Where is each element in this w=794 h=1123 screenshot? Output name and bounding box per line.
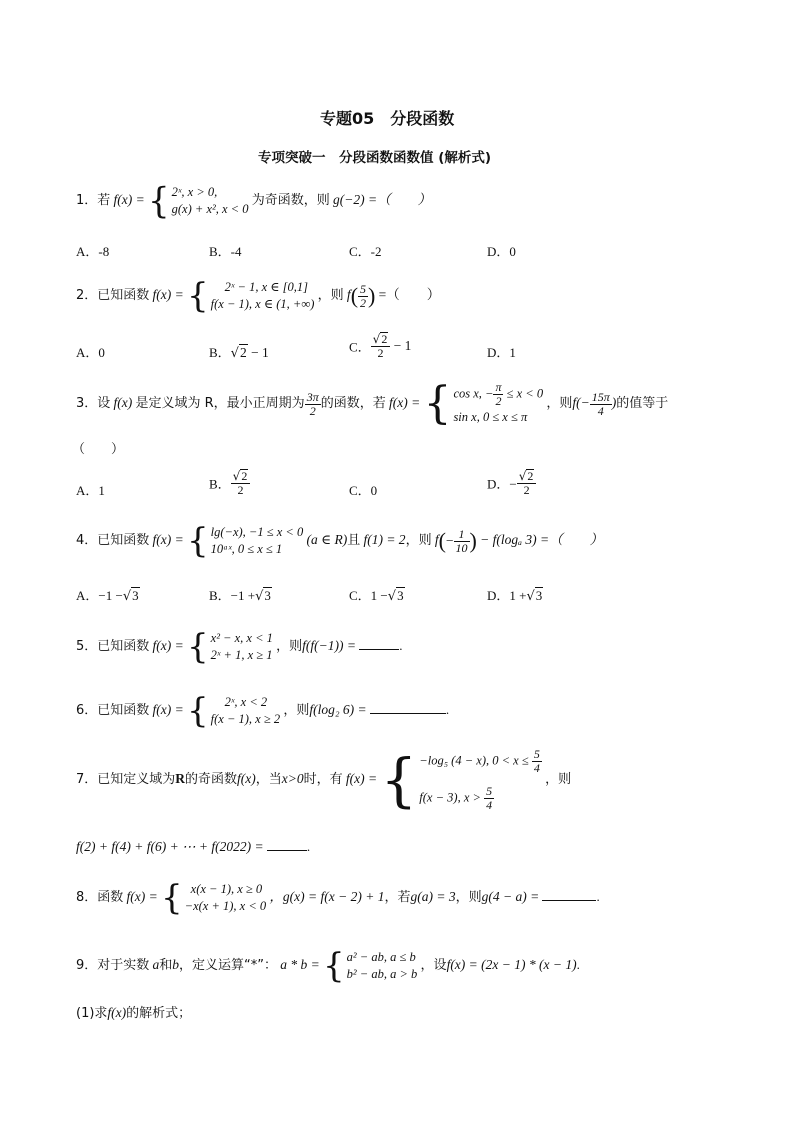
q1-option-b: B．-4 [209,244,242,259]
q3-fx-2: f(x) = [388,394,421,410]
q3-fx-1: f(x) [113,394,133,410]
q2-fraction: $\frac{5}{2}$ [360,281,367,310]
q9-subquestion-1: (1)求f(x)的解析式； [76,1005,192,1021]
q3-then: ，则 [546,395,573,411]
q4-piecewise: { lg(−x), −1 ≤ x < 0 10ᵃˣ, 0 ≤ x ≤ 1 [187,521,304,561]
q4-option-b: B．−1 +√3 [209,588,271,604]
q7-sum-expr: f(2) + f(4) + f(6) + ⋯ + f(2022) = [76,839,264,854]
q3-text-1: 是定义域为 R，最小正周期为 [135,395,305,411]
question-1 [76,180,432,222]
q8-answer-blank[interactable] [542,888,596,901]
q5-answer-blank[interactable] [359,637,399,650]
page-title: 专题05 分段函数 [320,109,455,128]
q3-piecewise: { cos x, − $\frac{\pi}{2}$ ≤ x < 0 sin x, 0 ≤ x ≤ π [423,378,544,429]
q9-piecewise: { a² − ab, a ≤ b b² − ab, a > b [323,946,418,986]
question-9: 9．对于实数 a和b，定义运算“*”： a * b = { a² − ab, a ≤ b b² − ab, a > b ，设f(x) = (2x − 1) * (x − 1). [76,946,580,986]
q3-paren: （ ） [72,442,125,457]
q4-option-d: D．1 +√3 [487,588,543,604]
question-3: 3．设 f(x) 是定义域为 R，最小正周期为 $\frac{3\pi}{2}$ 的函数，若 f(x) = { cos x, − $\frac{\pi}{2}$ ≤ x < 0 sin x, 0 ≤ x ≤ π ，则f(− $\frac{15\pi}{4}$ )的值等于 [76,378,669,429]
q3-text-3: 的值等于 [616,395,669,411]
section-subtitle: 专项突破一 分段函数函数值 (解析式) [258,150,492,166]
question-4: 4．已知函数 f(x) = { lg(−x), −1 ≤ x < 0 10ᵃˣ, 0 ≤ x ≤ 1 (a ∈ R)且 f(1) = 2，则 f(− $\frac{1}{10}$ ) − f(logₐ 3) =（ ） [76,521,604,561]
q7-case-1: −log₅ (4 − x), 0 < x ≤ $\frac{5}{4}$ [419,747,540,775]
q3-period-fraction: $\frac{3\pi}{2}$ [306,389,319,418]
question-6: 6．已知函数 f(x) = { 2ˣ, x < 2 f(x − 1), x ≥ 2 ，则f(log₂ 6) = . [76,691,450,731]
q7-case-2: f(x − 3), x > $\frac{5}{4}$ [419,784,493,812]
q2-fx: f(x) = [152,286,184,302]
q6-answer-blank[interactable] [370,701,446,714]
q4-option-a: A．−1 −√3 [76,588,139,604]
q4-condition: (a ∈ R) [306,531,348,547]
q4-tail: − f(logₐ 3) =（ ） [480,531,604,547]
q2-option-a: A．0 [76,345,105,360]
q7-piecewise: { −log₅ (4 − x), 0 < x ≤ $\frac{5}{4}$ f(x − 3), x > $\frac{5}{4}$ [380,746,540,814]
q9-f-def: f(x) = (2x − 1) * (x − 1) [446,956,577,972]
q3-case-2: sin x, 0 ≤ x ≤ π [453,410,528,424]
question-2: 2．已知函数 f(x) = { 2ˣ − 1, x ∈ [0,1] f(x − 1), x ∈ (1, +∞) ，则 f( $\frac{5}{2}$ ) =（ ） [76,276,441,316]
q5-piecewise: { x² − x, x < 1 2ˣ + 1, x ≥ 1 [187,627,273,667]
q4-case-2: 10ᵃˣ, 0 ≤ x ≤ 1 [210,542,283,556]
q6-number: 6．已知函数 [76,702,150,718]
q3-option-c: C．0 [349,483,378,498]
q2-then: ，则 [317,287,344,303]
question-8: 8．函数 f(x) = { x(x − 1), x ≥ 0 −x(x + 1), x < 0 ，g(x) = f(x − 2) + 1，若g(a) = 3，则g(4 − a) = . [76,878,600,918]
q2-option-b: B．√2 − 1 [209,345,269,361]
q7-line-2: f(2) + f(4) + f(6) + ⋯ + f(2022) = . [76,839,311,854]
q3-option-d: D．− $\frac{√2}{2}$ [487,469,536,497]
q1-option-c: C．-2 [349,244,382,259]
q1-case-1: 2ˣ, x > 0, [171,185,218,199]
q4-option-c: C．1 −√3 [349,588,404,604]
q2-number: 2．已知函数 [76,287,150,303]
q3-case-1: cos x, − $\frac{\pi}{2}$ ≤ x < 0 [453,380,544,408]
q3-option-a: A．1 [76,483,105,498]
q3-text-2: 的函数，若 [320,395,386,411]
question-5: 5．已知函数 f(x) = { x² − x, x < 1 2ˣ + 1, x ≥ 1 ，则f(f(−1)) = . [76,627,403,667]
q2-case-1: 2ˣ − 1, x ∈ [0,1] [224,280,309,294]
q1-option-d: D．0 [487,244,516,259]
q1-option-a: A．-8 [76,244,110,259]
q4-fx: f(x) = [152,531,184,547]
q6-expr: f(log₂ 6) = [309,701,367,717]
q8-piecewise: { x(x − 1), x ≥ 0 −x(x + 1), x < 0 [161,878,267,918]
q7-number: 7．已知定义域为 [76,771,176,787]
q9-case-1: a² − ab, a ≤ b [346,950,416,964]
q4-fraction: $\frac{1}{10}$ [455,526,468,555]
q8-number: 8．函数 [76,889,124,905]
q1-fx: f(x) = [113,191,145,207]
q5-expr: f(f(−1)) = [302,637,357,653]
q3-option-b: B． $\frac{√2}{2}$ [209,469,250,497]
q6-piecewise: { 2ˣ, x < 2 f(x − 1), x ≥ 2 [187,691,281,731]
q1-g-expr: g(−2) =（ ） [333,191,432,207]
q8-expr: g(4 − a) = [481,888,540,904]
q9-case-2: b² − ab, a > b [346,967,418,981]
q1-piecewise: { 2ˣ, x > 0, g(x) + x², x < 0 [148,180,249,222]
q2-case-2: f(x − 1), x ∈ (1, +∞) [210,297,315,311]
q8-g-def: ，g(x) = f(x − 2) + 1 [269,888,385,904]
q3-arg-fraction: $\frac{15\pi}{4}$ [591,389,610,418]
q2-tail: =（ ） [378,286,441,302]
q4-f1: f(1) = 2 [363,531,406,547]
q4-case-1: lg(−x), −1 ≤ x < 0 [210,525,304,539]
question-7: 7．已知定义域为R的奇函数f(x)，当x>0时，有 f(x) = { −log₅ (4 − x), 0 < x ≤ $\frac{5}{4}$ f(x − 3), x > $\frac{5}{4}$ ，则 [76,746,572,814]
q8-case-2: −x(x + 1), x < 0 [184,899,267,913]
q7-answer-blank[interactable] [267,838,307,851]
q1-number: 1．若 [76,192,111,208]
q2-option-d: D．1 [487,345,516,360]
q8-case-1: x(x − 1), x ≥ 0 [190,882,263,896]
q6-case-2: f(x − 1), x ≥ 2 [210,712,281,726]
q1-case-2: g(x) + x², x < 0 [171,202,249,216]
q3-number: 3．设 [76,395,111,411]
q5-case-2: 2ˣ + 1, x ≥ 1 [210,648,273,662]
q2-piecewise: { 2ˣ − 1, x ∈ [0,1] f(x − 1), x ∈ (1, +∞) [187,276,315,316]
q5-number: 5．已知函数 [76,638,150,654]
q4-number: 4．已知函数 [76,532,150,548]
q5-case-1: x² − x, x < 1 [210,631,273,645]
q9-number: 9．对于实数 [76,957,150,973]
q2-option-c: C． $\frac{√2}{2}$ − 1 [349,332,412,360]
q1-text: 为奇函数，则 [251,192,330,208]
q6-case-1: 2ˣ, x < 2 [224,695,268,709]
q2-f: f [346,286,351,302]
